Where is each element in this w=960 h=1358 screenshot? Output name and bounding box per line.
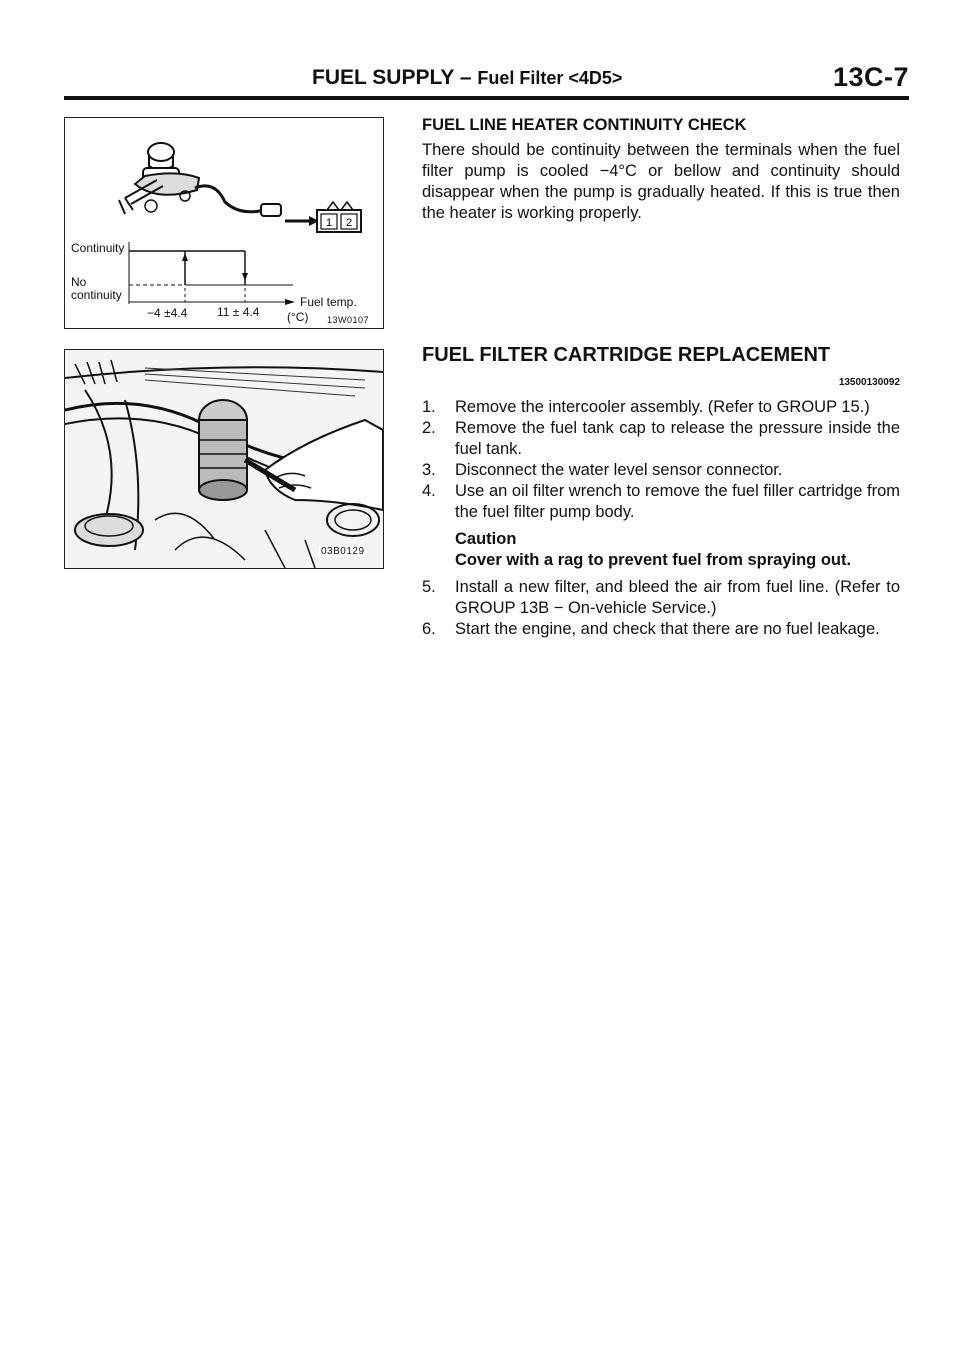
no-label: No bbox=[71, 275, 87, 289]
page-number: 13C-7 bbox=[832, 62, 909, 92]
continuity-figure bbox=[64, 117, 384, 329]
section-subtitle: Fuel Filter <4D5> bbox=[477, 68, 623, 88]
no-continuity-label: continuity bbox=[71, 288, 122, 302]
figure2-code: 03B0129 bbox=[321, 546, 365, 557]
step-number: 1. bbox=[422, 398, 436, 416]
header-title bbox=[312, 66, 622, 90]
continuity-check-section bbox=[422, 115, 900, 224]
connector-pin-2: 2 bbox=[345, 217, 353, 229]
step-number: 6. bbox=[422, 620, 436, 638]
axis-label: Fuel temp. bbox=[300, 295, 357, 309]
step-item bbox=[422, 577, 900, 619]
figure1-code: 13W0107 bbox=[327, 315, 370, 325]
cartridge-replacement-section bbox=[422, 345, 900, 640]
step-number: 5. bbox=[422, 578, 436, 596]
step-number: 4. bbox=[422, 482, 436, 500]
engine-bay-figure bbox=[64, 349, 384, 569]
step-text: Install a new filter, and bleed the air from fuel line. (Refer to GROUP 13B − On-vehicle Service.) bbox=[455, 578, 900, 617]
title-separator: – bbox=[459, 66, 472, 89]
connector-pin-1: 1 bbox=[325, 217, 333, 229]
step-text: Remove the intercooler assembly. (Refer to GROUP 15.) bbox=[455, 398, 870, 416]
tick-label-high: 11 ± 4.4 bbox=[217, 305, 260, 319]
step-text: Remove the fuel tank cap to release the pressure inside the fuel tank. bbox=[455, 419, 900, 458]
continuity-check-heading: FUEL LINE HEATER CONTINUITY CHECK bbox=[422, 116, 747, 134]
step-item bbox=[422, 460, 900, 481]
caution-title: Caution bbox=[455, 530, 517, 548]
step-number: 2. bbox=[422, 419, 436, 437]
step-item bbox=[422, 397, 900, 418]
cartridge-replacement-code: 13500130092 bbox=[838, 377, 900, 388]
step-text: Start the engine, and check that there are no fuel leakage. bbox=[455, 620, 880, 638]
tick-label-low: −4 ±4.4 bbox=[147, 306, 188, 320]
step-number: 3. bbox=[422, 461, 436, 479]
engine-bay-drawing bbox=[65, 350, 383, 568]
section-title: FUEL SUPPLY bbox=[312, 66, 454, 89]
step-text: Disconnect the water level sensor connector. bbox=[455, 461, 783, 479]
continuity-label: Continuity bbox=[71, 241, 125, 255]
axis-unit-label: (°C) bbox=[287, 310, 309, 324]
cartridge-replacement-heading: FUEL FILTER CARTRIDGE REPLACEMENT bbox=[422, 344, 831, 366]
caution-text: Cover with a rag to prevent fuel from spraying out. bbox=[455, 551, 852, 569]
caution-block bbox=[422, 529, 900, 571]
step-item bbox=[422, 418, 900, 460]
step-text: Use an oil filter wrench to remove the fuel filler cartridge from the fuel filter pump body. bbox=[455, 482, 900, 521]
step-item bbox=[422, 619, 900, 640]
step-item bbox=[422, 481, 900, 523]
continuity-check-body: There should be continuity between the terminals when the fuel filter pump is cooled −4°C or bellow and continuity should disappear when the pump is gradually heated. If this is true then the heater is working properly. bbox=[422, 141, 900, 222]
page-header bbox=[64, 62, 909, 100]
